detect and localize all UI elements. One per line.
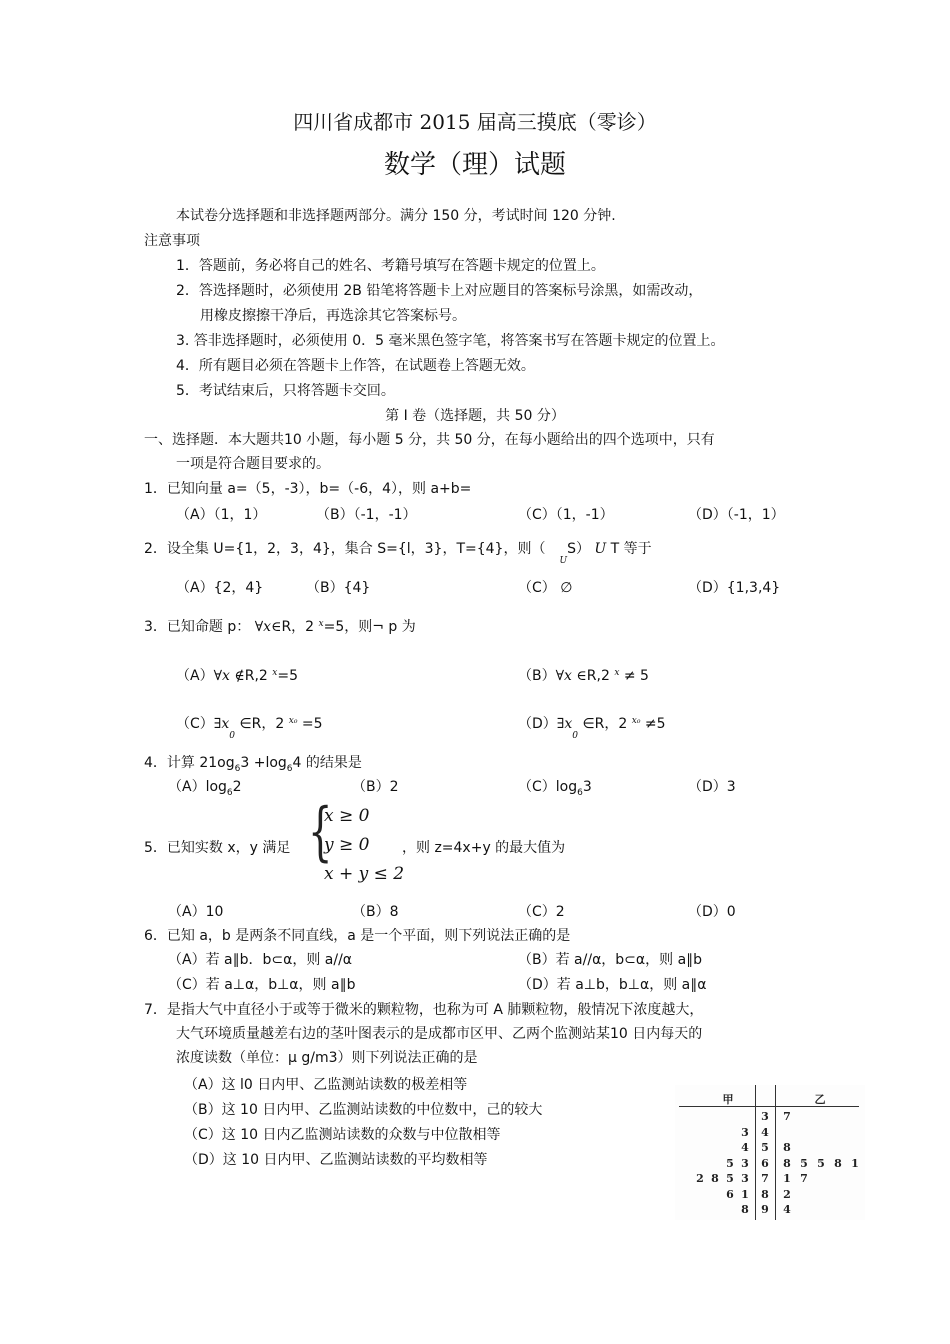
stem-digit: 3 xyxy=(761,1110,769,1123)
q3-option-d: $(D)\exists x_0$ ∈R，2 $^{x_0}$ ≠5 xyxy=(518,716,666,741)
stem-divider-left xyxy=(755,1085,756,1220)
intro-text: 本试卷分选择题和非选择题两部分。满分 150 分，考试时间 120 分钟. xyxy=(176,208,616,224)
stem-digit: 4 xyxy=(761,1125,769,1139)
q7-option-d: （D）这 10 日内甲、乙监测站读数的平均数相等 xyxy=(184,1152,488,1168)
exam-subtitle: 数学（理）试题 xyxy=(383,150,566,180)
right-leaf-digit: 1 xyxy=(851,1156,859,1170)
right-leaf-digit: 8 xyxy=(834,1156,842,1170)
q1-option-d: （D）（-1，1） xyxy=(688,507,785,523)
left-leaf-digit: 4 xyxy=(741,1141,749,1154)
note-item: 用橡皮擦擦干净后，再选涂其它答案标号。 xyxy=(200,308,466,324)
section-instructions: 一、选择题．本大题共10 小题，每小题 5 分，共 50 分，在每小题给出的四个选项中，只有 xyxy=(144,432,715,448)
q5-constraint-3: x + y ≤ 2 xyxy=(324,864,405,884)
q5-option-b: （B）8 xyxy=(352,904,399,920)
exam-title: 四川省成都市 2015 届高三摸底（零诊） xyxy=(293,110,657,134)
left-leaf-digit: 8 xyxy=(711,1172,719,1185)
notes-heading: 注意事项 xyxy=(144,233,200,249)
left-leaf-digit: 1 xyxy=(741,1187,749,1201)
q3-option-c: $(C)\exists x_0$ ∈R，2 $^{x_0}$ =5 xyxy=(176,716,323,741)
q5-constraint-1: x ≥ 0 xyxy=(324,806,370,826)
q5-stem-lead: 5．已知实数 x，y 满足 xyxy=(144,840,291,856)
left-station-label: 甲 xyxy=(722,1093,734,1106)
left-leaf-digit: 5 xyxy=(726,1172,734,1185)
section-title: 第 I 卷（选择题，共 50 分） xyxy=(385,408,565,424)
q1-stem: 1．已知向量 a=（5，-3），b=（-6，4），则 a+b= xyxy=(144,481,472,497)
right-leaf-digit: 5 xyxy=(800,1156,808,1170)
left-leaf-digit: 5 xyxy=(726,1156,734,1170)
header-rule xyxy=(679,1106,859,1107)
right-leaf-digit: 7 xyxy=(800,1172,808,1185)
right-leaf-digit: 4 xyxy=(783,1203,791,1216)
q3-option-b: （B）∀x ∈R,2 $^x$ ≠ 5 xyxy=(518,668,649,684)
left-leaf-digit: 3 xyxy=(741,1172,749,1185)
q5-constraint-2: y ≥ 0 xyxy=(324,835,370,855)
q2-option-a: （A）{2，4} xyxy=(176,580,264,596)
q1-option-b: （B）（-1，-1） xyxy=(316,507,417,523)
section-instructions-cont: 一项是符合题目要求的。 xyxy=(176,456,330,472)
right-leaf-digit: 2 xyxy=(783,1187,791,1201)
q6-option-c: （C）若 a⊥α，b⊥α，则 a∥b xyxy=(168,977,356,993)
q7-stem-line1: 7．是指大气中直径小于或等于微米的颗粒物，也称为可 A 肺颗粒物，般情况下浓度越大， xyxy=(144,1002,704,1018)
right-leaf-digit: 8 xyxy=(783,1141,791,1154)
q5-option-d: （D）0 xyxy=(688,904,736,920)
note-item: 3. 答非选择题时，必须使用 0．5 毫米黑色签字笔，将答案书写在答题卡规定的位置上。 xyxy=(176,333,725,349)
right-leaf-digit: 1 xyxy=(783,1172,791,1185)
q1-option-a: （A）（1，1） xyxy=(176,507,267,523)
stem-digit: 7 xyxy=(761,1172,769,1185)
stem-digit: 9 xyxy=(761,1203,769,1216)
note-item: 5．考试结束后，只将答题卡交回。 xyxy=(176,383,395,399)
q7-stem-line2: 大气环境质量越差右边的茎叶图表示的是成都市区甲、乙两个监测站某10 日内每天的 xyxy=(176,1026,703,1042)
q6-option-b: （B）若 a//α，b⊂α，则 a∥b xyxy=(518,952,703,968)
q5-stem-tail: ，则 z=4x+y 的最大值为 xyxy=(402,840,566,856)
left-leaf-digit: 3 xyxy=(741,1125,749,1139)
stem-digit: 6 xyxy=(761,1156,769,1170)
q5-option-a: （A）10 xyxy=(168,904,224,920)
right-leaf-digit: 7 xyxy=(783,1110,791,1123)
stem-divider-right xyxy=(775,1085,776,1220)
q1-option-c: （C）（1，-1） xyxy=(518,507,614,523)
left-leaf-digit: 8 xyxy=(741,1203,749,1216)
stem-digit: 8 xyxy=(761,1187,769,1201)
q4-option-d: （D）3 xyxy=(688,779,736,795)
q7-option-a: （A）这 l0 日内甲、乙监测站读数的极差相等 xyxy=(184,1077,468,1093)
note-item: 4．所有题目必须在答题卡上作答，在试题卷上答题无效。 xyxy=(176,358,535,374)
q2-option-b: （B）{4} xyxy=(306,580,371,596)
system-brace: { xyxy=(308,795,333,869)
q2-option-c: （C） ∅ xyxy=(518,580,573,596)
q4-option-a: $(A)\log_62$ xyxy=(168,779,242,798)
q7-option-b: （B）这 10 日内甲、乙监测站读数的中位数中，己的较大 xyxy=(184,1102,543,1118)
q3-option-a: （A）∀x ∉R,2 $^x$=5 xyxy=(176,668,299,684)
q4-stem: 4．计算 $21og_63 +\log_64$ 的结果是 xyxy=(144,755,362,774)
q6-option-d: （D）若 a⊥b，b⊥α，则 a∥α xyxy=(518,977,707,993)
right-station-label: 乙 xyxy=(814,1093,826,1106)
q3-stem: 3．已知命题 p： ∀x∈R，2 $^x$=5，则¬ p 为 xyxy=(144,619,416,635)
q2-stem: 2．设全集 U={1，2，3，4}，集合 S={l，3}，T={4}，则$(_US)$ U T 等于 xyxy=(144,541,652,566)
left-leaf-digit: 3 xyxy=(741,1156,749,1170)
q4-option-c: $(C)\log_63$ xyxy=(518,779,592,798)
q7-option-c: （C）这 10 日内乙监测站读数的众数与中位散相等 xyxy=(184,1127,501,1143)
right-leaf-digit: 8 xyxy=(783,1156,791,1170)
note-item: 1．答题前，务必将自己的姓名、考籍号填写在答题卡规定的位置上。 xyxy=(176,258,605,274)
stem-leaf-figure xyxy=(675,1085,865,1220)
stem-digit: 5 xyxy=(761,1141,769,1154)
left-leaf-digit: 2 xyxy=(696,1172,704,1185)
q6-stem: 6．已知 a，b 是两条不同直线，a 是一个平面，则下列说法正确的是 xyxy=(144,928,571,944)
left-leaf-digit: 6 xyxy=(726,1187,734,1201)
right-leaf-digit: 5 xyxy=(817,1156,825,1170)
q2-option-d: （D）{1,3,4} xyxy=(688,580,781,596)
q4-option-b: （B）2 xyxy=(352,779,399,795)
note-item: 2．答选择题时，必须使用 2B 铅笔将答题卡上对应题目的答案标号涂黑，如需改动， xyxy=(176,283,703,299)
q7-stem-line3: 浓度读数（单位：μ g/m3）则下列说法正确的是 xyxy=(176,1050,478,1066)
q5-option-c: （C）2 xyxy=(518,904,565,920)
q6-option-a: （A）若 a∥b．b⊂α，则 a//α xyxy=(168,952,353,968)
